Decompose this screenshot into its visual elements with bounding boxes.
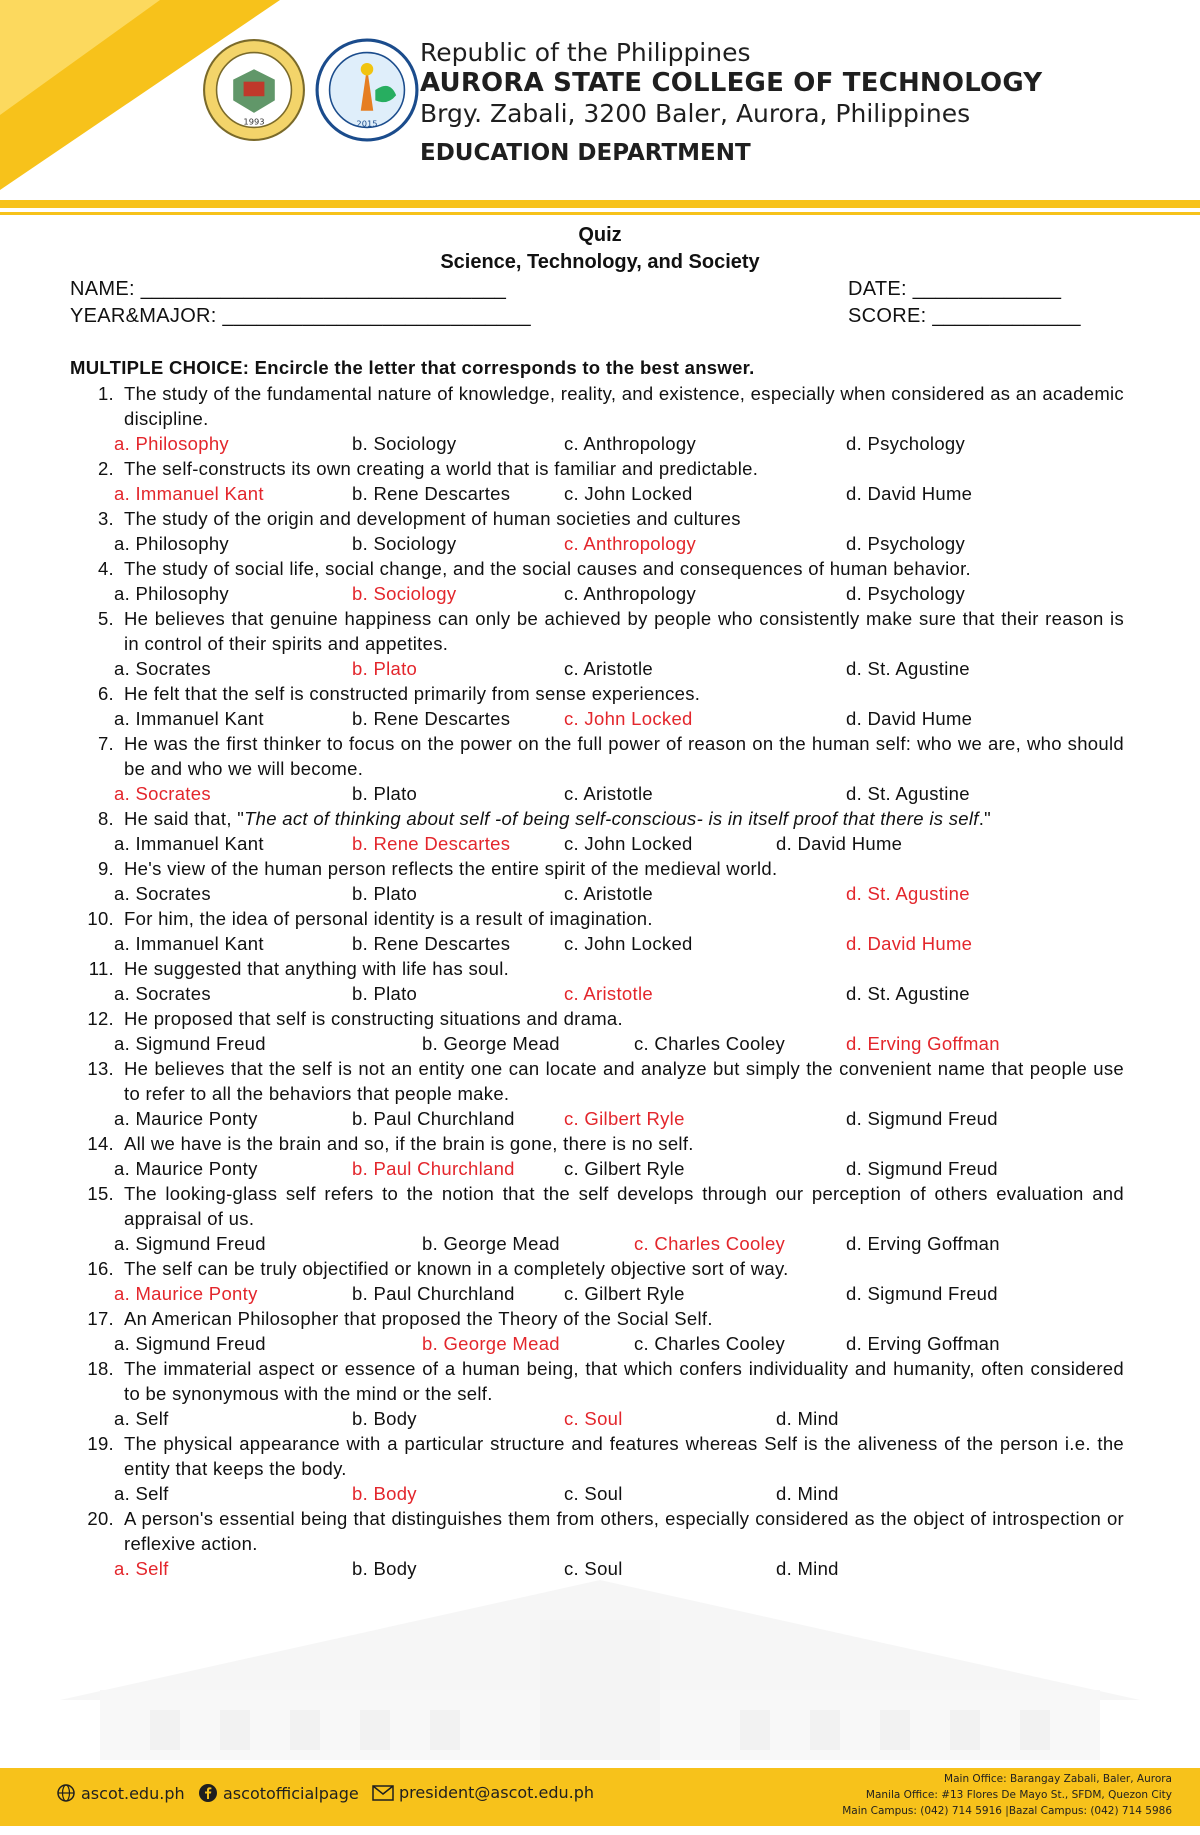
question-text: The physical appearance with a particular structure and features whereas Self is the aliveness of the person i.e. the entity that keeps the body. xyxy=(124,1433,1124,1479)
campus-building-watermark xyxy=(0,1560,1200,1760)
answer-option: a. Socrates xyxy=(114,983,211,1004)
answer-option: a. Self xyxy=(114,1408,169,1429)
answer-option: d. Mind xyxy=(776,1408,839,1429)
question-stem xyxy=(70,956,1130,981)
main-office: Main Office: Barangay Zabali, Baler, Aurora xyxy=(944,1773,1172,1785)
correct-answer-option: a. Maurice Ponty xyxy=(114,1283,258,1304)
footer-website xyxy=(56,1783,185,1803)
question-number: 6. xyxy=(97,683,114,704)
answer-option: b. Body xyxy=(352,1558,417,1579)
answer-option: c. Charles Cooley xyxy=(634,1033,786,1054)
question-number: 2. xyxy=(97,458,114,479)
answer-option: d. Psychology xyxy=(846,583,966,604)
question-number: 13. xyxy=(87,1058,114,1079)
answer-options xyxy=(114,1156,1130,1181)
question-text: The self-constructs its own creating a world that is familiar and predictable. xyxy=(124,458,759,479)
answer-option: b. Plato xyxy=(352,783,418,804)
answer-option: a. Sigmund Freud xyxy=(114,1333,266,1354)
question-stem xyxy=(70,1131,1130,1156)
answer-option: c. John Locked xyxy=(564,483,693,504)
manila-office: Manila Office: #13 Flores De Mayo St., SFDM, Quezon City xyxy=(865,1789,1172,1801)
question-text: He suggested that anything with life has soul. xyxy=(124,958,510,979)
answer-option: c. Soul xyxy=(564,1558,623,1579)
correct-answer-option: d. David Hume xyxy=(846,933,973,954)
score-field: SCORE: _____________ xyxy=(848,305,1081,327)
question-text: He's view of the human person reflects the entire spirit of the medieval world. xyxy=(124,858,778,879)
question-stem xyxy=(70,906,1130,931)
question-text: The looking-glass self refers to the notion that the self develops through our perception of others evaluation and appraisal of us. xyxy=(124,1183,1124,1229)
answer-option: b. Rene Descartes xyxy=(352,708,511,729)
question-stem xyxy=(70,1056,1130,1106)
answer-options xyxy=(114,581,1130,606)
footer-addresses xyxy=(842,1771,1172,1819)
answer-option: a. Self xyxy=(114,1483,169,1504)
question-stem xyxy=(70,456,1130,481)
answer-option: d. Erving Goffman xyxy=(846,1333,1000,1354)
answer-option: a. Philosophy xyxy=(114,533,229,554)
answer-option: c. Anthropology xyxy=(564,433,697,454)
answer-options xyxy=(114,481,1130,506)
answer-options xyxy=(114,1231,1130,1256)
question-stem xyxy=(70,1006,1130,1031)
quiz-subject: Science, Technology, and Society xyxy=(440,251,760,273)
answer-options xyxy=(114,1406,1130,1431)
answer-options xyxy=(114,1481,1130,1506)
question-text: The study of the fundamental nature of knowledge, reality, and existence, especially when considered as an academic discipline. xyxy=(124,383,1124,429)
college-seal-icon xyxy=(202,38,306,142)
website-text: ascot.edu.ph xyxy=(81,1783,185,1803)
correct-answer-option: b. Paul Churchland xyxy=(352,1158,515,1179)
correct-answer-option: d. St. Agustine xyxy=(846,883,970,904)
answer-options xyxy=(114,706,1130,731)
answer-option: b. Body xyxy=(352,1408,417,1429)
question-text: A person's essential being that distinguishes them from others, especially considered as the object of introspection or reflexive action. xyxy=(124,1508,1124,1554)
correct-answer-option: d. Erving Goffman xyxy=(846,1033,1000,1054)
question-stem xyxy=(70,1356,1130,1406)
answer-options xyxy=(114,656,1130,681)
header-rule-thin xyxy=(0,212,1200,215)
question-text: He felt that the self is constructed primarily from sense experiences. xyxy=(124,683,701,704)
answer-option: d. Sigmund Freud xyxy=(846,1158,998,1179)
answer-option: b. Paul Churchland xyxy=(352,1283,515,1304)
answer-option: d. Mind xyxy=(776,1483,839,1504)
answer-options xyxy=(114,981,1130,1006)
answer-option: b. Plato xyxy=(352,883,418,904)
answer-option: d. Psychology xyxy=(846,433,966,454)
answer-options xyxy=(114,1106,1130,1131)
question-number: 18. xyxy=(87,1358,114,1379)
question-stem xyxy=(70,856,1130,881)
answer-option: a. Socrates xyxy=(114,883,211,904)
quiz-title: Quiz xyxy=(578,224,622,246)
answer-option: d. Erving Goffman xyxy=(846,1233,1000,1254)
question-text: The self can be truly objectified or known in a completely objective sort of way. xyxy=(124,1258,789,1279)
correct-answer-option: a. Socrates xyxy=(114,783,211,804)
correct-answer-option: b. Plato xyxy=(352,658,418,679)
correct-answer-option: c. Anthropology xyxy=(564,533,697,554)
answer-option: d. St. Agustine xyxy=(846,658,970,679)
question-quote: The act of thinking about self -of being self-conscious- is in itself proof that there is self xyxy=(244,808,979,829)
facebook-icon xyxy=(198,1783,218,1803)
header-rule xyxy=(0,200,1200,208)
answer-option: d. Mind xyxy=(776,1558,839,1579)
department-name: EDUCATION DEPARTMENT xyxy=(420,140,751,166)
institution-header xyxy=(420,38,1042,129)
question-text: The immaterial aspect or essence of a human being, that which confers individuality and humanity, often considered to be synonymous with the mind or the self. xyxy=(124,1358,1124,1404)
question-text: He proposed that self is constructing situations and drama. xyxy=(124,1008,623,1029)
question-stem xyxy=(70,556,1130,581)
answer-options xyxy=(114,831,1130,856)
answer-option: b. Paul Churchland xyxy=(352,1108,515,1129)
question-number: 17. xyxy=(87,1308,114,1329)
answer-option: a. Sigmund Freud xyxy=(114,1033,266,1054)
email-text: president@ascot.edu.ph xyxy=(399,1783,595,1802)
question-stem xyxy=(70,506,1130,531)
question-number: 19. xyxy=(87,1433,114,1454)
question-text-lead: He said that, " xyxy=(124,808,245,829)
question-stem xyxy=(70,806,1130,831)
date-field: DATE: _____________ xyxy=(848,278,1062,300)
answer-option: a. Maurice Ponty xyxy=(114,1158,258,1179)
answer-option: c. Aristotle xyxy=(564,783,653,804)
correct-answer-option: c. John Locked xyxy=(564,708,693,729)
question-text: The study of the origin and development of human societies and cultures xyxy=(124,508,741,529)
question-number: 5. xyxy=(97,608,114,629)
answer-option: b. Sociology xyxy=(352,533,457,554)
facebook-text: ascotofficialpage xyxy=(223,1783,359,1803)
answer-options xyxy=(114,1031,1130,1056)
question-stem xyxy=(70,1431,1130,1481)
envelope-icon xyxy=(372,1784,394,1802)
year-major-field: YEAR&MAJOR: ___________________________ xyxy=(70,305,531,327)
answer-option: a. Immanuel Kant xyxy=(114,933,264,954)
answer-option: c. Anthropology xyxy=(564,583,697,604)
svg-text:1993: 1993 xyxy=(243,116,265,127)
correct-answer-option: b. Sociology xyxy=(352,583,457,604)
question-stem xyxy=(70,381,1130,431)
answer-option: c. Charles Cooley xyxy=(634,1333,786,1354)
question-text xyxy=(124,806,1124,831)
answer-option: d. St. Agustine xyxy=(846,783,970,804)
correct-answer-option: c. Aristotle xyxy=(564,983,653,1004)
answer-options xyxy=(114,781,1130,806)
footer-facebook xyxy=(198,1783,359,1803)
question-text: He believes that genuine happiness can only be achieved by people who consistently make sure that their reason is in control of their spirits and appetites. xyxy=(124,608,1124,654)
answer-option: b. Rene Descartes xyxy=(352,483,511,504)
question-number: 11. xyxy=(88,958,114,979)
answer-option: d. David Hume xyxy=(846,483,973,504)
question-text: For him, the idea of personal identity is a result of imagination. xyxy=(124,908,653,929)
answer-option: b. George Mead xyxy=(422,1033,560,1054)
correct-answer-option: a. Immanuel Kant xyxy=(114,483,264,504)
question-stem xyxy=(70,1256,1130,1281)
svg-text:2015: 2015 xyxy=(356,118,378,129)
name-field: NAME: ________________________________ xyxy=(70,278,507,300)
question-stem xyxy=(70,1181,1130,1231)
answer-option: d. Sigmund Freud xyxy=(846,1283,998,1304)
question-number: 20. xyxy=(87,1508,114,1529)
answer-option: c. Gilbert Ryle xyxy=(564,1283,685,1304)
answer-option: b. Plato xyxy=(352,983,418,1004)
question-list xyxy=(70,381,1130,1581)
answer-option: c. Aristotle xyxy=(564,883,653,904)
answer-option: d. Sigmund Freud xyxy=(846,1108,998,1129)
question-text: He was the first thinker to focus on the power on the full power of reason on the human self: who we are, who should be and who we will become. xyxy=(124,733,1124,779)
answer-option: c. John Locked xyxy=(564,933,693,954)
correct-answer-option: c. Gilbert Ryle xyxy=(564,1108,685,1129)
correct-answer-option: b. George Mead xyxy=(422,1333,560,1354)
question-stem xyxy=(70,731,1130,781)
question-number: 3. xyxy=(97,508,114,529)
correct-answer-option: a. Self xyxy=(114,1558,169,1579)
answer-option: d. David Hume xyxy=(846,708,973,729)
answer-option: b. Sociology xyxy=(352,433,457,454)
answer-option: a. Maurice Ponty xyxy=(114,1108,258,1129)
question-number: 9. xyxy=(97,858,114,879)
college-address: Brgy. Zabali, 3200 Baler, Aurora, Philippines xyxy=(420,99,971,128)
correct-answer-option: b. Body xyxy=(352,1483,417,1504)
question-text: He believes that the self is not an entity one can locate and analyze but simply the convenient name that people use to refer to all the behaviors that people make. xyxy=(124,1058,1124,1104)
question-text: An American Philosopher that proposed the Theory of the Social Self. xyxy=(124,1308,713,1329)
answer-options xyxy=(114,1331,1130,1356)
question-number: 7. xyxy=(97,733,114,754)
answer-options xyxy=(114,531,1130,556)
republic-line: Republic of the Philippines xyxy=(420,38,751,67)
question-text-end: ." xyxy=(978,808,992,829)
question-text: The study of social life, social change, and the social causes and consequences of human behavior. xyxy=(124,558,971,579)
question-stem xyxy=(70,1506,1130,1556)
answer-option: d. Psychology xyxy=(846,533,966,554)
college-name: AURORA STATE COLLEGE OF TECHNOLOGY xyxy=(420,68,1043,98)
answer-options xyxy=(114,431,1130,456)
question-number: 10. xyxy=(87,908,114,929)
answer-option: c. Gilbert Ryle xyxy=(564,1158,685,1179)
campus-contacts: Main Campus: (042) 714 5916 |Bazal Campus: (042) 714 5986 xyxy=(842,1805,1172,1817)
question-stem xyxy=(70,606,1130,656)
answer-option: a. Immanuel Kant xyxy=(114,708,264,729)
answer-option: d. David Hume xyxy=(776,833,903,854)
answer-option: a. Socrates xyxy=(114,658,211,679)
footer-email xyxy=(372,1783,594,1802)
question-stem xyxy=(70,1306,1130,1331)
question-number: 1. xyxy=(97,383,114,404)
answer-option: c. John Locked xyxy=(564,833,693,854)
answer-options xyxy=(114,881,1130,906)
answer-option: a. Immanuel Kant xyxy=(114,833,264,854)
answer-option: d. St. Agustine xyxy=(846,983,970,1004)
correct-answer-option: c. Charles Cooley xyxy=(634,1233,786,1254)
question-number: 12. xyxy=(87,1008,114,1029)
answer-option: c. Aristotle xyxy=(564,658,653,679)
instruction-text: MULTIPLE CHOICE: Encircle the letter that corresponds to the best answer. xyxy=(70,357,755,378)
correct-answer-option: b. Rene Descartes xyxy=(352,833,511,854)
answer-option: b. Rene Descartes xyxy=(352,933,511,954)
answer-option: b. George Mead xyxy=(422,1233,560,1254)
question-number: 14. xyxy=(87,1133,114,1154)
answer-options xyxy=(114,1281,1130,1306)
question-number: 16. xyxy=(87,1258,114,1279)
question-number: 8. xyxy=(97,808,114,829)
question-text: All we have is the brain and so, if the brain is gone, there is no self. xyxy=(124,1133,694,1154)
question-stem xyxy=(70,681,1130,706)
education-department-seal-icon xyxy=(315,38,419,142)
answer-option: a. Sigmund Freud xyxy=(114,1233,266,1254)
globe-icon xyxy=(56,1783,76,1803)
correct-answer-option: a. Philosophy xyxy=(114,433,229,454)
question-number: 15. xyxy=(87,1183,114,1204)
question-number: 4. xyxy=(97,558,114,579)
answer-option: a. Philosophy xyxy=(114,583,229,604)
answer-option: c. Soul xyxy=(564,1483,623,1504)
correct-answer-option: c. Soul xyxy=(564,1408,623,1429)
answer-options xyxy=(114,931,1130,956)
